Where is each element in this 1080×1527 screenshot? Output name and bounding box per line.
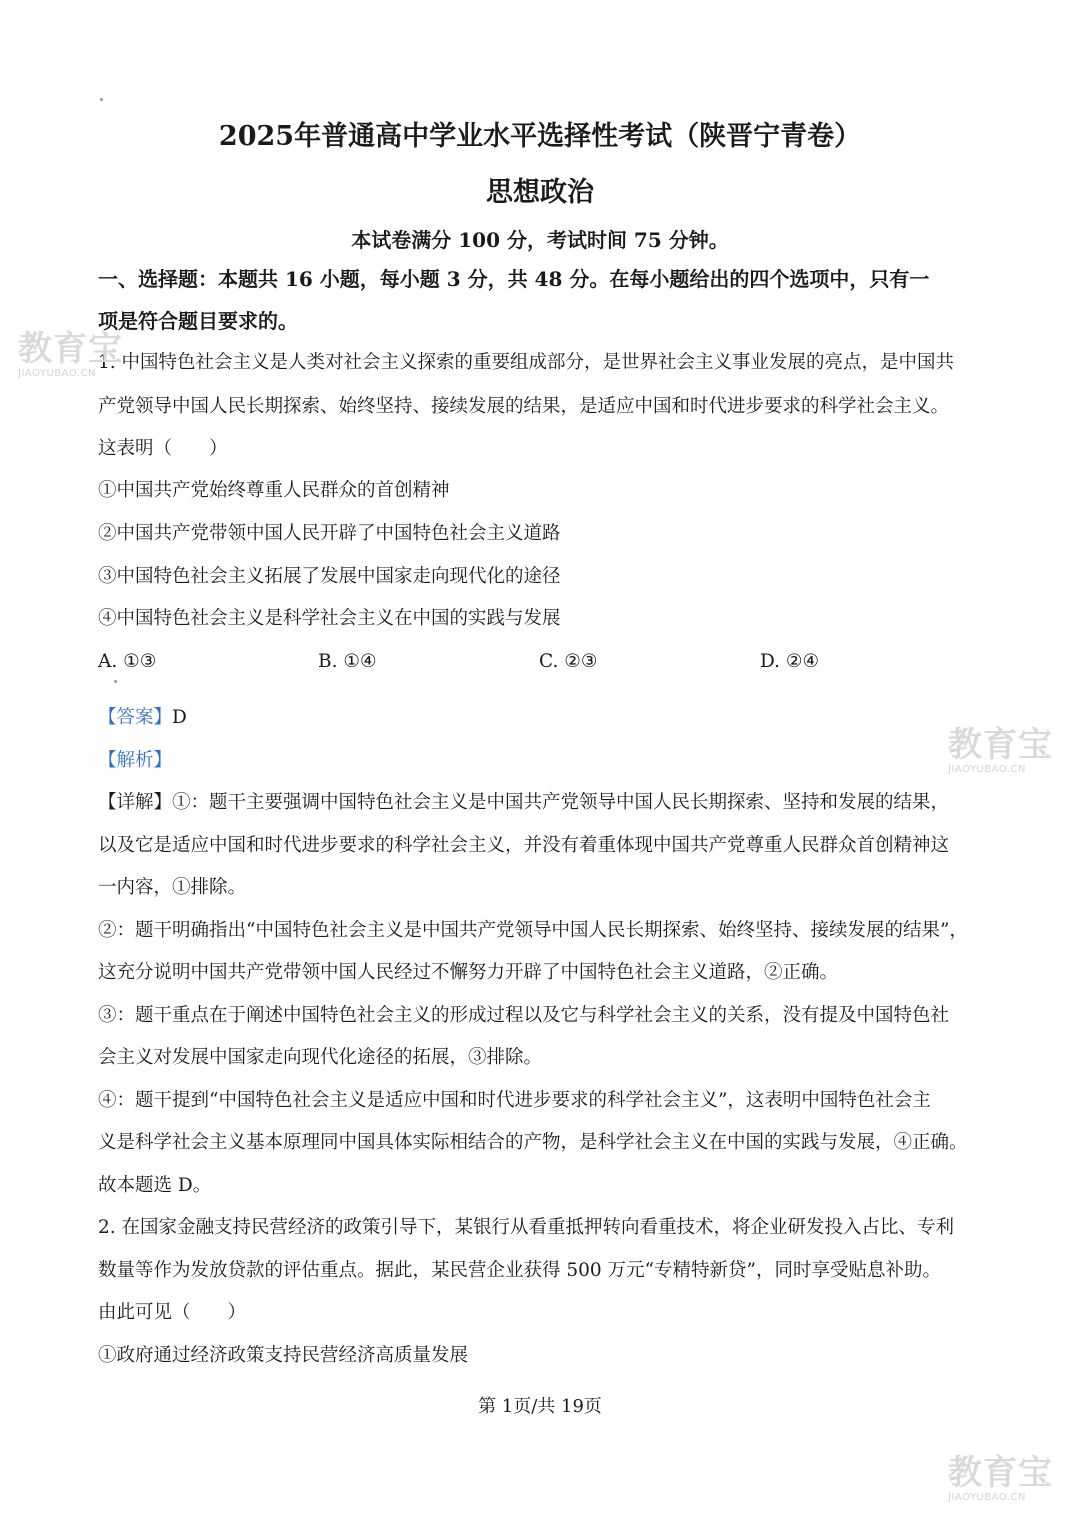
q2-stem-line2: 数量等作为发放贷款的评估重点。据此，某民营企业获得 500 万元“专精特新贷”，同时享受贴息补助。 [98,1260,941,1281]
section-heading-line1: 一、选择题：本题共 16 小题，每小题 3 分，共 48 分。在每小题给出的四个选项中，只有一 [98,267,930,291]
section-heading-line2: 项是符合题目要求的。 [98,309,298,333]
scan-dot [100,98,103,101]
q1-detail-line9: 义是科学社会主义基本原理同中国具体实际相结合的产物，是科学社会主义在中国的实践与发展，④正确。 [98,1132,968,1153]
q1-detail-line2: 以及它是适应中国和时代进步要求的科学社会主义，并没有着重体现中国共产党尊重人民群众首创精神这 [98,835,950,856]
q1-item-4: ④中国特色社会主义是科学社会主义在中国的实践与发展 [98,608,561,629]
detail-text: ①：题干主要强调中国特色社会主义是中国共产党领导中国人民长期探索、坚持和发展的结果， [172,792,950,813]
q1-answer [98,706,187,730]
watermark-url: JIAOYUBAO.CN [18,368,96,379]
q1-item-2: ②中国共产党带领中国人民开辟了中国特色社会主义道路 [98,523,561,544]
q1-detail-line1 [98,791,949,815]
answer-value: D [172,707,187,728]
q1-item-3: ③中国特色社会主义拓展了发展中国家走向现代化的途径 [98,566,561,587]
q1-detail-line3: 一内容，①排除。 [98,877,247,898]
answer-tag: 【答案】 [98,707,173,728]
watermark-logo [948,726,1053,776]
q1-detail-line4: ②：题干明确指出“中国特色社会主义是中国共产党领导中国人民长期探索、始终坚持、接续发展的结果”， [98,920,968,941]
q1-item-1: ①中国共产党始终尊重人民群众的首创精神 [98,480,450,501]
page-number: 第 1页/共 19页 [478,1396,602,1417]
watermark-url: JIAOYUBAO.CN [948,1492,1026,1503]
q1-detail-line7: 会主义对发展中国家走向现代化途径的拓展，③排除。 [98,1047,543,1068]
watermark-text: 教育宝 [18,329,123,369]
q1-option-b: B. ①④ [318,651,377,672]
detail-tag: 【详解】 [98,792,173,813]
scan-dot [114,680,117,683]
q2-item-1: ①政府通过经济政策支持民营经济高质量发展 [98,1345,469,1366]
q1-stem-line3: 这表明（ ） [98,438,228,459]
analysis-tag: 【解析】 [98,750,173,771]
subject-title: 思想政治 [486,177,594,208]
q2-stem-line1: 2. 在国家金融支持民营经济的政策引导下，某银行从看重抵押转向看重技术，将企业研发投入占比、专利 [98,1217,955,1238]
q1-stem-line1: 1. 中国特色社会主义是人类对社会主义探索的重要组成部分，是世界社会主义事业发展的亮点，是中国共 [98,352,955,373]
watermark-url: JIAOYUBAO.CN [948,764,1026,775]
q2-stem-line3: 由此可见（ ） [98,1302,247,1323]
watermark-logo [948,1454,1053,1504]
exam-title: 2025年普通高中学业水平选择性考试（陕晋宁青卷） [218,121,862,152]
q1-detail-line10: 故本题选 D。 [98,1175,212,1196]
q1-option-c: C. ②③ [539,651,598,672]
watermark-text: 教育宝 [948,725,1053,765]
q1-option-d: D. ②④ [760,651,820,672]
watermark-text: 教育宝 [948,1453,1053,1493]
q1-option-a: A. ①③ [98,651,157,672]
q1-detail-line6: ③：题干重点在于阐述中国特色社会主义的形成过程以及它与科学社会主义的关系，没有提及中国特色社 [98,1005,950,1026]
q1-detail-line5: 这充分说明中国共产党带领中国人民经过不懈努力开辟了中国特色社会主义道路，②正确。 [98,962,839,983]
q1-stem-line2: 产党领导中国人民长期探索、始终坚持、接续发展的结果，是适应中国和时代进步要求的科学社会主义。 [98,396,950,417]
q1-detail-line8: ④：题干提到“中国特色社会主义是适应中国和时代进步要求的科学社会主义”，这表明中国特色社会主 [98,1090,931,1111]
exam-info: 本试卷满分 100 分，考试时间 75 分钟。 [351,228,729,252]
